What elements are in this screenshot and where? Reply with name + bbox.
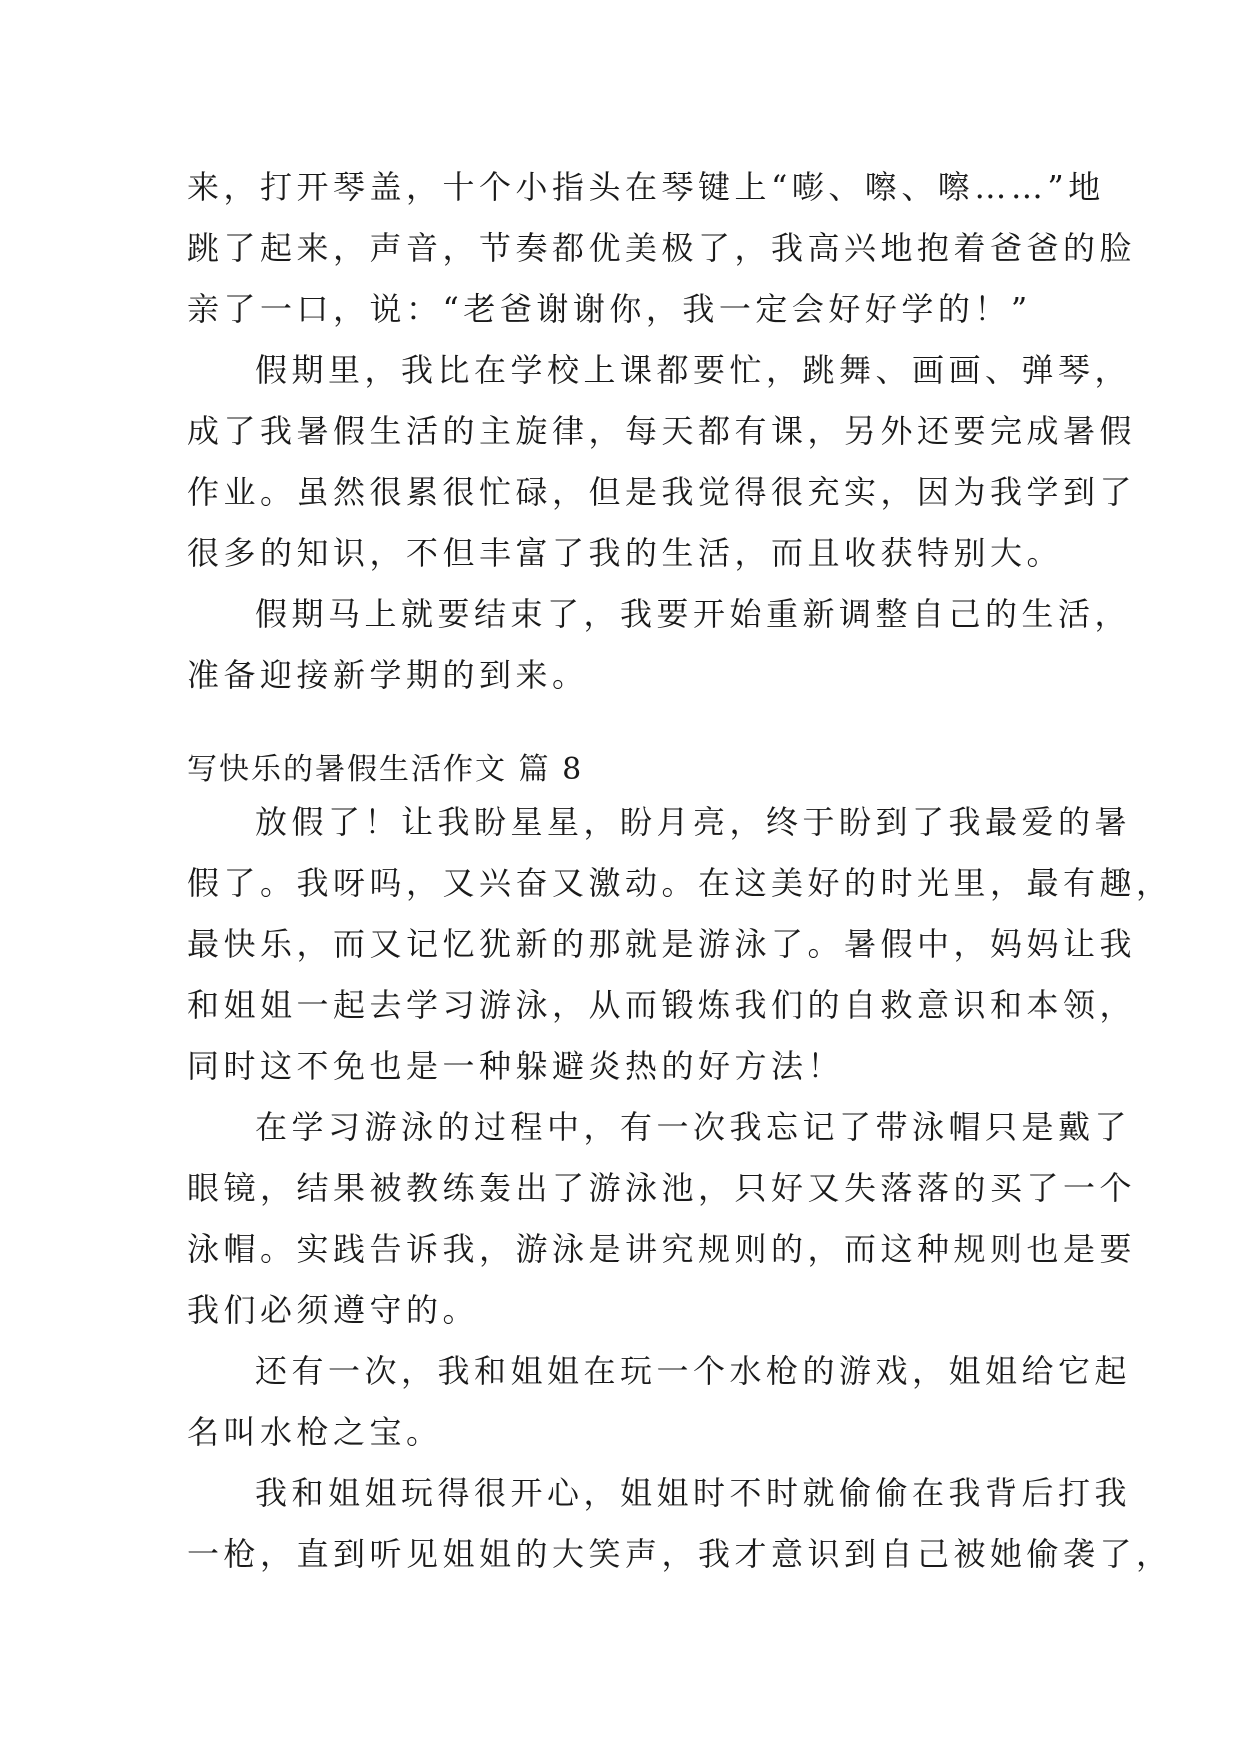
paragraph-line: 一枪，直到听见姐姐的大笑声，我才意识到自己被她偷袭了，: [187, 1535, 1173, 1573]
paragraph-line: 亲了一口，说：“老爸谢谢你，我一定会好好学的！”: [187, 290, 1032, 328]
paragraph-line: 很多的知识，不但丰富了我的生活，而且收获特别大。: [187, 534, 1064, 572]
paragraph-line: 假期里，我比在学校上课都要忙，跳舞、画画、弹琴，: [255, 351, 1132, 389]
paragraph-line: 最快乐，而又记忆犹新的那就是游泳了。暑假中，妈妈让我: [187, 925, 1137, 963]
paragraph-line: 泳帽。实践告诉我，游泳是讲究规则的，而这种规则也是要: [187, 1230, 1137, 1268]
paragraph-line: 同时这不免也是一种躲避炎热的好方法！: [187, 1047, 845, 1085]
paragraph-line: 跳了起来，声音，节奏都优美极了，我高兴地抱着爸爸的脸: [187, 229, 1137, 267]
paragraph-line: 成了我暑假生活的主旋律，每天都有课，另外还要完成暑假: [187, 412, 1137, 450]
paragraph-line: 我和姐姐玩得很开心，姐姐时不时就偷偷在我背后打我: [255, 1474, 1132, 1512]
paragraph-line: 来，打开琴盖，十个小指头在琴键上“嘭、嚓、嚓……”地: [187, 168, 1105, 206]
paragraph-line: 准备迎接新学期的到来。: [187, 656, 589, 694]
section-heading: 写快乐的暑假生活作文 篇 8: [187, 752, 584, 787]
paragraph-line: 放假了！让我盼星星，盼月亮，终于盼到了我最爱的暑: [255, 803, 1132, 841]
paragraph-line: 我们必须遵守的。: [187, 1291, 480, 1329]
paragraph-line: 和姐姐一起去学习游泳，从而锻炼我们的自救意识和本领，: [187, 986, 1137, 1024]
paragraph-line: 假期马上就要结束了，我要开始重新调整自己的生活，: [255, 595, 1132, 633]
paragraph-line: 还有一次，我和姐姐在玩一个水枪的游戏，姐姐给它起: [255, 1352, 1132, 1390]
paragraph-line: 名叫水枪之宝。: [187, 1413, 443, 1451]
paragraph-line: 在学习游泳的过程中，有一次我忘记了带泳帽只是戴了: [255, 1108, 1132, 1146]
paragraph-line: 眼镜，结果被教练轰出了游泳池，只好又失落落的买了一个: [187, 1169, 1137, 1207]
text-block-top: [187, 157, 1137, 706]
paragraph-line: 假了。我呀吗，又兴奋又激动。在这美好的时光里，最有趣，: [187, 864, 1173, 902]
paragraph-line: 作业。虽然很累很忙碌，但是我觉得很充实，因为我学到了: [187, 473, 1137, 511]
text-block-bottom: [187, 792, 1173, 1585]
